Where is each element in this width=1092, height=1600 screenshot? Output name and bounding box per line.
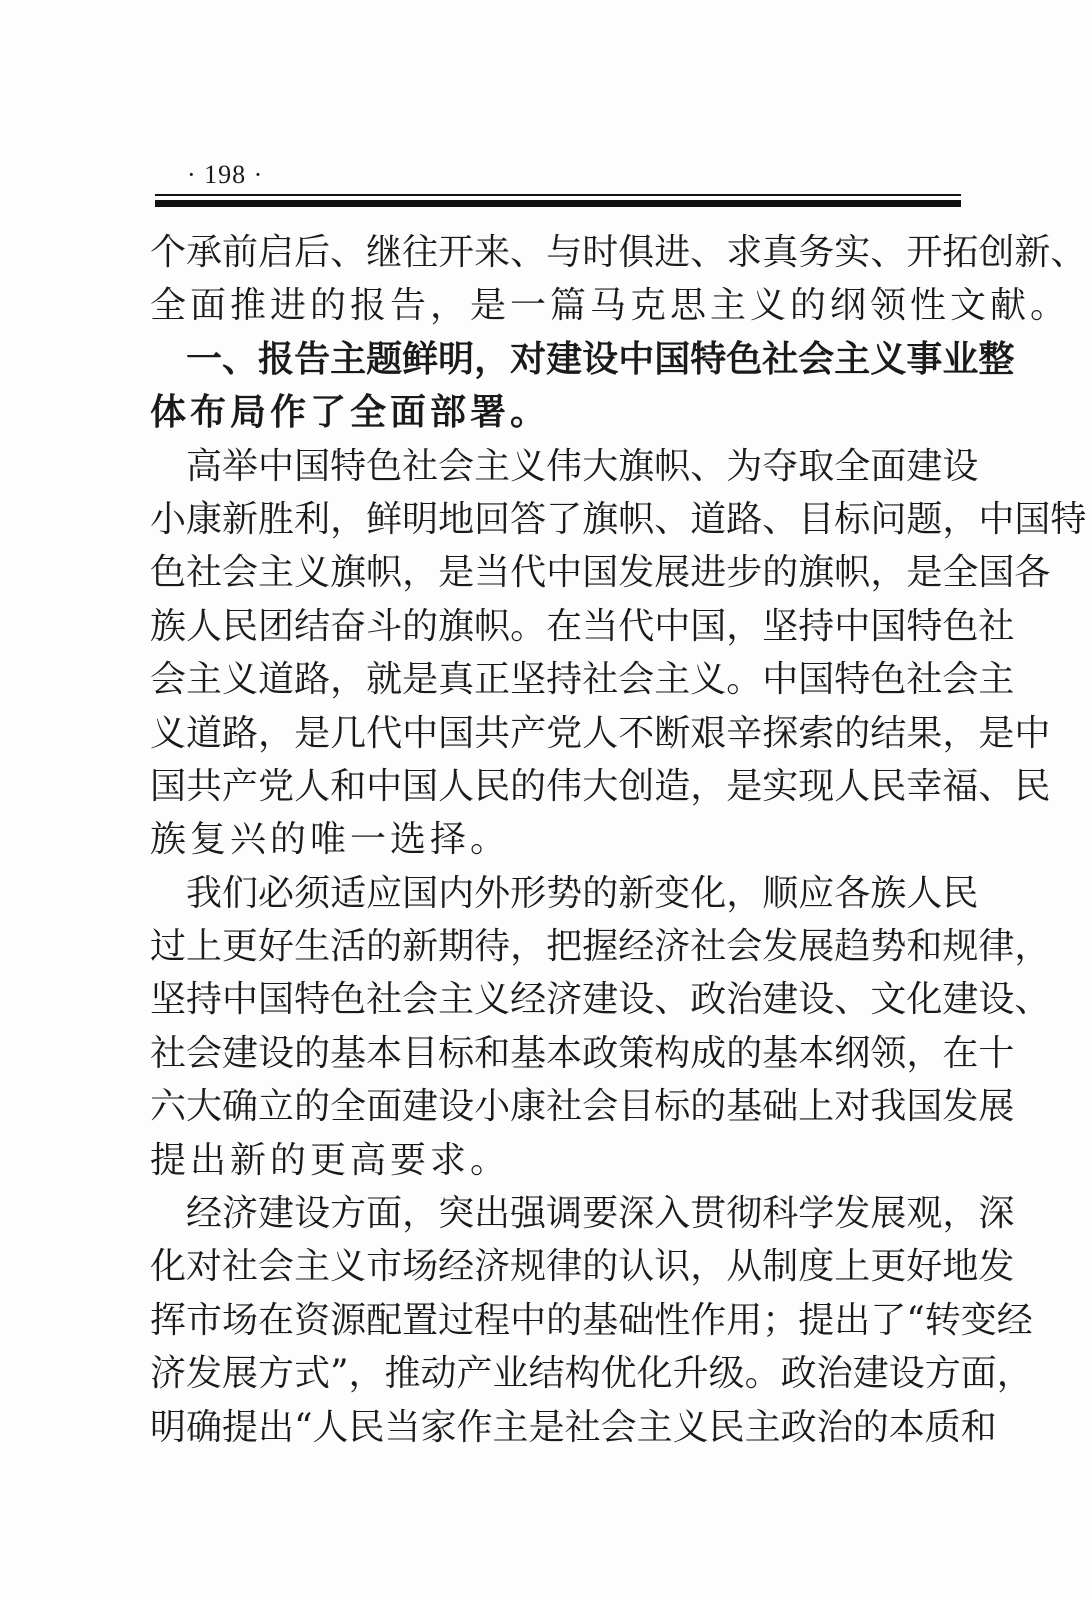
text-line: 过 上 更 好 生 活 的 新 期 待 ， 把 握 经 济 社 会 发 展 趋 势 和 规 律 ，: [150, 926, 1051, 968]
text-line: 个 承 前 启 后 、 继 往 开 来 、 与 时 俱 进 、 求 真 务 实 、 开 拓 创 新 、: [150, 232, 1087, 273]
text-line: 经 济 建 设 方 面 ， 突 出 强 调 要 深 入 贯 彻 科 学 发 展 观 ， 深: [186, 1193, 1015, 1235]
text-line: 小 康 新 胜 利 ， 鲜 明 地 回 答 了 旗 帜 、 道 路 、 目 标 问 题 ， 中 国 特: [150, 498, 1087, 540]
text-line: 色 社 会 主 义 旗 帜 ， 是 当 代 中 国 发 展 进 步 的 旗 帜 ， 是 全 国 各: [150, 552, 1051, 594]
page-header: [155, 158, 961, 214]
header-rule-thin: [155, 194, 961, 196]
text-line: 济 发 展 方 式 ” ， 推 动 产 业 结 构 优 化 升 级 。 政 治 建 设 方 面 ，: [150, 1353, 1033, 1395]
text-line: 明 确 提 出 “ 人 民 当 家 作 主 是 社 会 主 义 民 主 政 治 的 本 质 和: [150, 1406, 997, 1448]
text-line: 提出新的更高要求。: [150, 1139, 511, 1181]
text-line: 挥 市 场 在 资 源 配 置 过 程 中 的 基 础 性 作 用 ； 提 出 了 “ 转 变 经: [150, 1299, 1033, 1341]
body-text: [150, 226, 1087, 1454]
text-line: 社 会 建 设 的 基 本 目 标 和 基 本 政 策 构 成 的 基 本 纲 领 ， 在 十: [150, 1032, 1015, 1074]
header-rule-thick: [155, 200, 961, 207]
heading-line: 一 、 报 告 主 题 鲜 明 ， 对 建 设 中 国 特 色 社 会 主 义 事 业 整: [186, 338, 1015, 380]
page-number: · 198 ·: [187, 160, 264, 189]
text-line: 族 人 民 团 结 奋 斗 的 旗 帜 。 在 当 代 中 国 ， 坚 持 中 国 特 色 社: [150, 605, 1015, 647]
text-line: 化 对 社 会 主 义 市 场 经 济 规 律 的 认 识 ， 从 制 度 上 更 好 地 发: [150, 1246, 1015, 1288]
text-line: 坚 持 中 国 特 色 社 会 主 义 经 济 建 设 、 政 治 建 设 、 文 化 建 设 、: [150, 979, 1051, 1021]
text-line: 六 大 确 立 的 全 面 建 设 小 康 社 会 目 标 的 基 础 上 对 我 国 发 展: [150, 1086, 1015, 1128]
text-line: 族复兴的唯一选择。: [150, 819, 511, 861]
text-line: 高 举 中 国 特 色 社 会 主 义 伟 大 旗 帜 、 为 夺 取 全 面 建 设: [186, 445, 979, 487]
text-line: 全面推进的报告，是一篇马克思主义的纲领性文献。: [150, 285, 1071, 327]
heading-line: 体布局作了全面部署。: [150, 392, 551, 434]
text-line: 义 道 路 ， 是 几 代 中 国 共 产 党 人 不 断 艰 辛 探 索 的 结 果 ， 是 中: [150, 712, 1051, 754]
text-line: 会 主 义 道 路 ， 就 是 真 正 坚 持 社 会 主 义 。 中 国 特 色 社 会 主: [150, 659, 1015, 701]
text-line: 我 们 必 须 适 应 国 内 外 形 势 的 新 变 化 ， 顺 应 各 族 人 民: [186, 872, 979, 914]
text-line: 国 共 产 党 人 和 中 国 人 民 的 伟 大 创 造 ， 是 实 现 人 民 幸 福 、 民: [150, 765, 1051, 807]
